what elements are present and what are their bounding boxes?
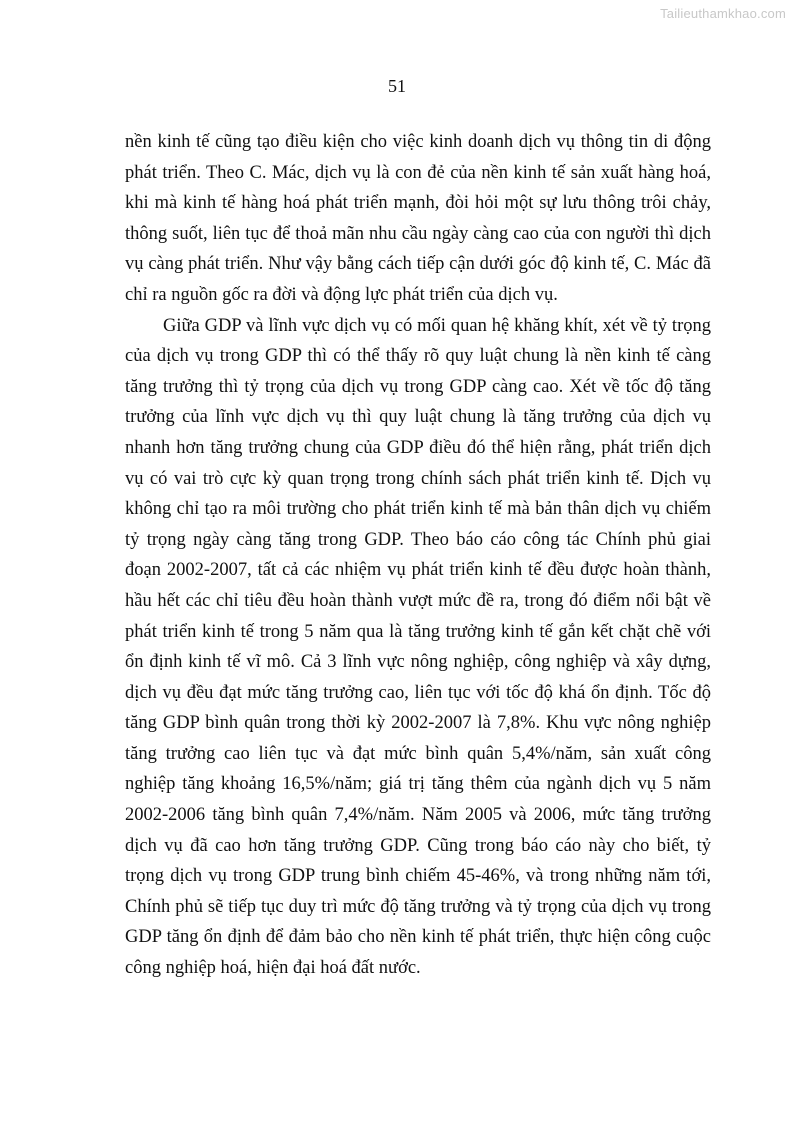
watermark: Tailieuthamkhao.com [660,6,786,21]
paragraph-gdp-services: Giữa GDP và lĩnh vực dịch vụ có mối quan hệ khăng khít, xét về tỷ trọng của dịch vụ trong GDP thì có thể thấy rõ quy luật chung là nền kinh tế càng tăng trưởng thì tỷ trọng của dịch vụ trong GDP càng cao. Xét về tốc độ tăng trưởng của lĩnh vực dịch vụ thì quy luật chung là tăng trưởng của dịch vụ nhanh hơn tăng trưởng chung của GDP điều đó thể hiện rằng, phát triển dịch vụ có vai trò cực kỳ quan trọng trong chính sách phát triển kinh tế. Dịch vụ không chỉ tạo ra môi trường cho phát triển kinh tế mà bản thân dịch vụ chiếm tỷ trọng ngày càng tăng trong GDP. Theo báo cáo công tác Chính phủ giai đoạn 2002-2007, tất cả các nhiệm vụ phát triển kinh tế đều được hoàn thành, hầu hết các chỉ tiêu đều hoàn thành vượt mức đề ra, trong đó điểm nổi bật về phát triển kinh tế trong 5 năm qua là tăng trưởng kinh tế gắn kết chặt chẽ với ổn định kinh tế vĩ mô. Cả 3 lĩnh vực nông nghiệp, công nghiệp và xây dựng, dịch vụ đều đạt mức tăng trưởng cao, liên tục với tốc độ khá ổn định. Tốc độ tăng GDP bình quân trong thời kỳ 2002-2007 là 7,8%. Khu vực nông nghiệp tăng trưởng cao liên tục và đạt mức bình quân 5,4%/năm, sản xuất công nghiệp tăng khoảng 16,5%/năm; giá trị tăng thêm của ngành dịch vụ 5 năm 2002-2006 tăng bình quân 7,4%/năm. Năm 2005 và 2006, mức tăng trưởng dịch vụ đã cao hơn tăng trưởng GDP. Cũng trong báo cáo này cho biết, tỷ trọng dịch vụ trong GDP trung bình chiếm 45-46%, và trong những năm tới, Chính phủ sẽ tiếp tục duy trì mức độ tăng trưởng và tỷ trọng của dịch vụ trong GDP tăng ổn định để đảm bảo cho nền kinh tế phát triển, thực hiện công cuộc công nghiệp hoá, hiện đại hoá đất nước. [125,315,711,979]
document-body [125,127,711,984]
paragraph-continuation: nền kinh tế cũng tạo điều kiện cho việc kinh doanh dịch vụ thông tin di động phát triển. Theo C. Mác, dịch vụ là con đẻ của nền kinh tế sản xuất hàng hoá, khi mà kinh tế hàng hoá phát triển mạnh, đòi hỏi một sự lưu thông trôi chảy, thông suốt, liên tục để thoả mãn nhu cầu ngày càng cao của con người thì dịch vụ càng phát triển. Như vậy bằng cách tiếp cận dưới góc độ kinh tế, C. Mác đã chỉ ra nguồn gốc ra đời và động lực phát triển của dịch vụ. [125,132,711,305]
page-number: 51 [388,76,406,96]
